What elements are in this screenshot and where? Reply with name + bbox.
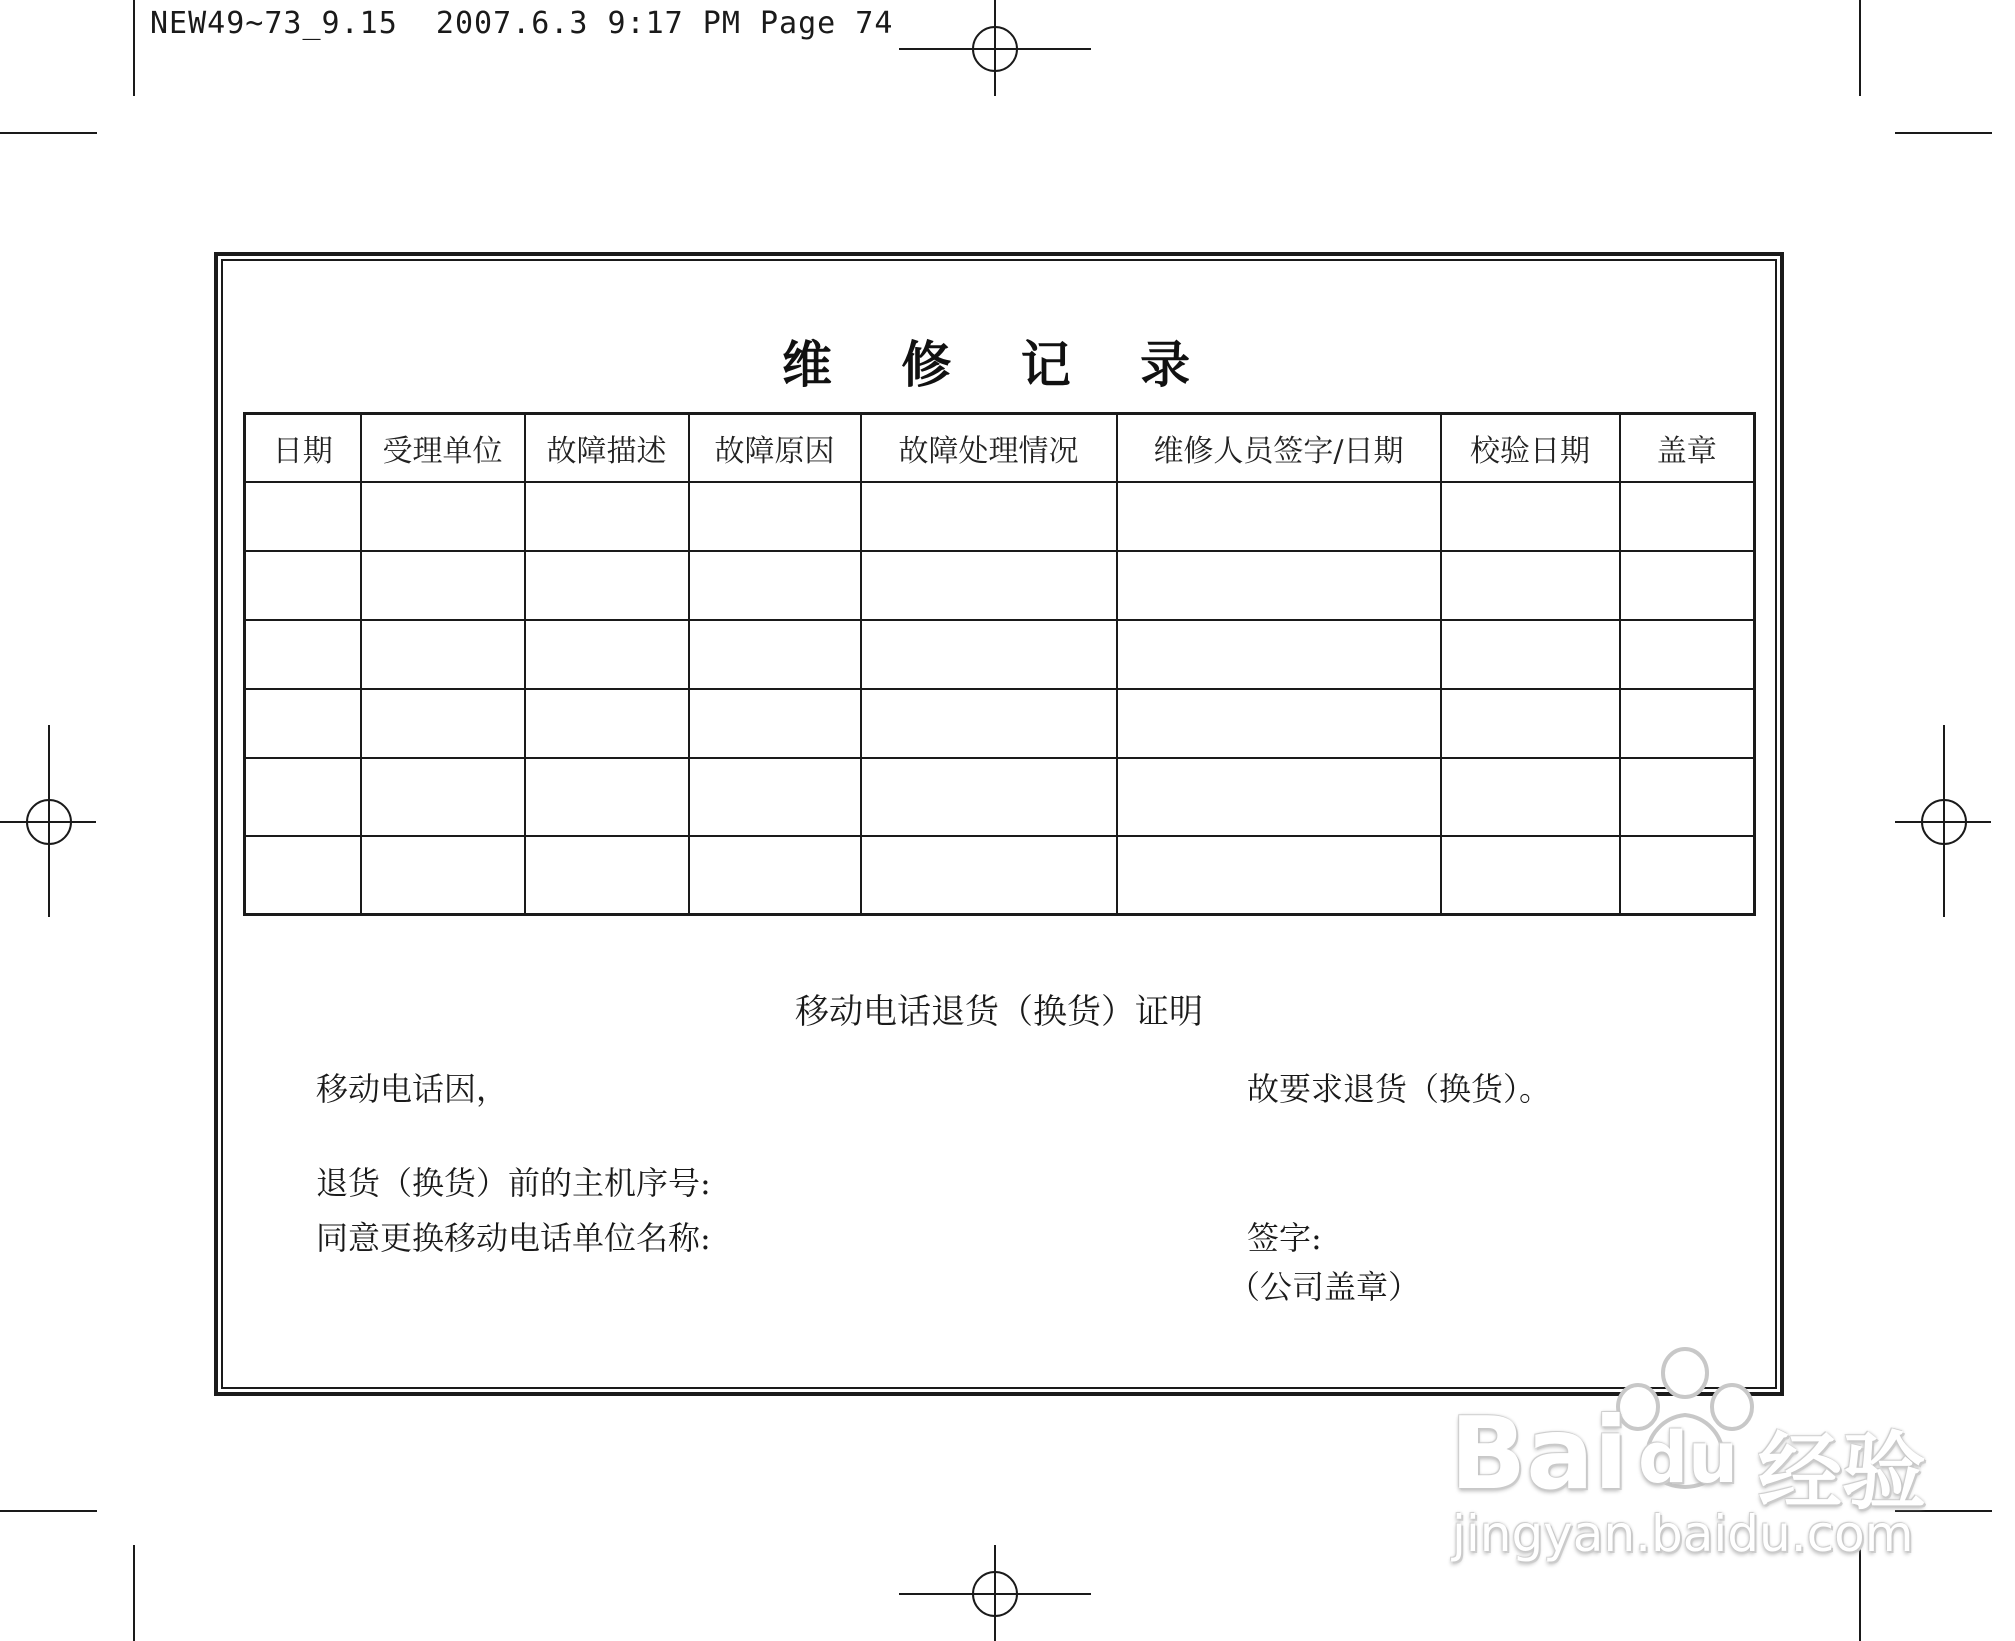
table-row bbox=[245, 482, 1755, 551]
table-cell[interactable] bbox=[245, 551, 361, 620]
column-header-handling: 故障处理情况 bbox=[861, 414, 1117, 483]
watermark-brand-du: du bbox=[1638, 1417, 1738, 1499]
table-cell[interactable] bbox=[525, 482, 689, 551]
crop-mark bbox=[133, 1545, 135, 1641]
crop-mark bbox=[0, 132, 97, 134]
table-cell[interactable] bbox=[861, 758, 1117, 836]
column-header-verification-date: 校验日期 bbox=[1441, 414, 1620, 483]
table-cell[interactable] bbox=[525, 758, 689, 836]
table-cell[interactable] bbox=[689, 758, 861, 836]
table-cell[interactable] bbox=[1620, 482, 1755, 551]
column-header-date: 日期 bbox=[245, 414, 361, 483]
table-cell[interactable] bbox=[525, 620, 689, 689]
table-cell[interactable] bbox=[1117, 689, 1441, 758]
registration-circle-icon bbox=[972, 26, 1018, 72]
table-cell[interactable] bbox=[245, 482, 361, 551]
table-cell[interactable] bbox=[1620, 620, 1755, 689]
registration-circle-icon bbox=[26, 799, 72, 845]
table-cell[interactable] bbox=[689, 482, 861, 551]
column-header-technician-signature: 维修人员签字/日期 bbox=[1117, 414, 1441, 483]
table-cell[interactable] bbox=[1620, 758, 1755, 836]
certificate-request-text: 故要求退货（换货）。 bbox=[1247, 1070, 1552, 1108]
table-cell[interactable] bbox=[525, 551, 689, 620]
table-cell[interactable] bbox=[361, 689, 525, 758]
table-cell[interactable] bbox=[861, 482, 1117, 551]
table-cell[interactable] bbox=[1117, 620, 1441, 689]
repair-record-table bbox=[243, 412, 1756, 916]
table-cell[interactable] bbox=[861, 836, 1117, 915]
column-header-unit: 受理单位 bbox=[361, 414, 525, 483]
table-cell[interactable] bbox=[361, 836, 525, 915]
table-row bbox=[245, 551, 1755, 620]
table-cell[interactable] bbox=[689, 620, 861, 689]
table-cell[interactable] bbox=[861, 551, 1117, 620]
table-cell[interactable] bbox=[1117, 836, 1441, 915]
table-cell[interactable] bbox=[361, 482, 525, 551]
table-row bbox=[245, 836, 1755, 915]
table-row bbox=[245, 620, 1755, 689]
table-cell[interactable] bbox=[1441, 482, 1620, 551]
column-header-stamp: 盖章 bbox=[1620, 414, 1755, 483]
registration-circle-icon bbox=[1921, 799, 1967, 845]
watermark-brand: Bai bbox=[1450, 1395, 1628, 1512]
table-cell[interactable] bbox=[861, 620, 1117, 689]
table-cell[interactable] bbox=[525, 836, 689, 915]
table-cell[interactable] bbox=[361, 758, 525, 836]
table-cell[interactable] bbox=[1117, 758, 1441, 836]
table-cell[interactable] bbox=[525, 689, 689, 758]
table-header-row bbox=[245, 414, 1755, 483]
column-header-fault-description: 故障描述 bbox=[525, 414, 689, 483]
table-cell[interactable] bbox=[861, 689, 1117, 758]
table-cell[interactable] bbox=[1620, 689, 1755, 758]
table-cell[interactable] bbox=[1117, 482, 1441, 551]
signature-label: 签字: bbox=[1247, 1219, 1322, 1257]
watermark-url: jingyan.baidu.com bbox=[1452, 1505, 1914, 1563]
registration-circle-icon bbox=[972, 1571, 1018, 1617]
crop-mark bbox=[1895, 132, 1992, 134]
table-cell[interactable] bbox=[1441, 620, 1620, 689]
company-stamp-label: （公司盖章） bbox=[1228, 1268, 1421, 1306]
page-title: 维 修 记 录 bbox=[781, 336, 1217, 394]
table-cell[interactable] bbox=[1620, 551, 1755, 620]
table-cell[interactable] bbox=[689, 836, 861, 915]
table-cell[interactable] bbox=[245, 689, 361, 758]
table-cell[interactable] bbox=[689, 689, 861, 758]
table-row bbox=[245, 758, 1755, 836]
certificate-title: 移动电话退货（换货）证明 bbox=[795, 992, 1203, 1032]
table-cell[interactable] bbox=[361, 551, 525, 620]
table-cell[interactable] bbox=[1441, 758, 1620, 836]
baidu-jingyan-watermark bbox=[1440, 1345, 1940, 1575]
exchange-unit-label: 同意更换移动电话单位名称: bbox=[316, 1219, 711, 1257]
table-cell[interactable] bbox=[245, 758, 361, 836]
crop-mark bbox=[133, 0, 135, 96]
watermark-jingyan: 经验 bbox=[1758, 1423, 1927, 1521]
table-cell[interactable] bbox=[1620, 836, 1755, 915]
table-cell[interactable] bbox=[1441, 689, 1620, 758]
table-cell[interactable] bbox=[1441, 551, 1620, 620]
print-slug-line: NEW49~73_9.15 2007.6.3 9:17 PM Page 74 bbox=[150, 6, 894, 41]
serial-number-label: 退货（换货）前的主机序号: bbox=[316, 1164, 711, 1202]
table-cell[interactable] bbox=[689, 551, 861, 620]
table-cell[interactable] bbox=[1441, 836, 1620, 915]
table-row bbox=[245, 689, 1755, 758]
table-cell[interactable] bbox=[245, 620, 361, 689]
table-cell[interactable] bbox=[1117, 551, 1441, 620]
table-cell[interactable] bbox=[361, 620, 525, 689]
certificate-reason-label: 移动电话因， bbox=[316, 1070, 509, 1108]
crop-mark bbox=[1859, 0, 1861, 96]
crop-mark bbox=[0, 1510, 97, 1512]
column-header-fault-cause: 故障原因 bbox=[689, 414, 861, 483]
table-cell[interactable] bbox=[245, 836, 361, 915]
